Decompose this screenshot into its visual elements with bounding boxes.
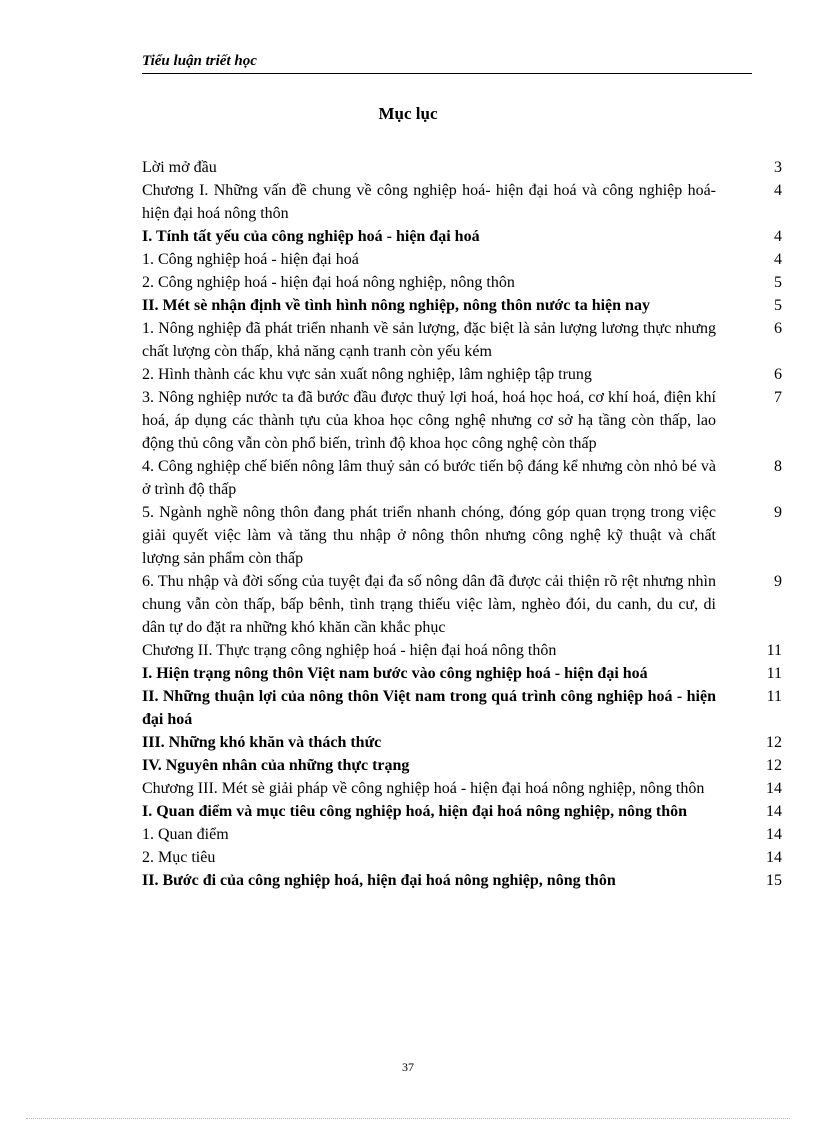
toc-entry-page: 12 (766, 757, 782, 774)
toc-entry (142, 639, 782, 662)
toc-entry-title: Chương III. Mét sè giải pháp về công nghiệp hoá - hiện đại hoá nông nghiệp, nông thôn (142, 780, 705, 797)
toc-entry-page: 5 (774, 297, 782, 314)
toc-entry (142, 294, 782, 317)
toc-entry-title: Lời mở đầu (142, 159, 217, 176)
toc-entry-title: 1. Công nghiệp hoá - hiện đại hoá (142, 251, 359, 268)
toc-entry-title: 2. Hình thành các khu vực sản xuất nông nghiệp, lâm nghiệp tập trung (142, 366, 592, 383)
toc-entry (142, 363, 782, 386)
toc-entry (142, 179, 782, 225)
toc-entry (142, 777, 782, 800)
toc-entry-title: II. Những thuận lợi của nông thôn Việt nam trong quá trình công nghiệp hoá - hiện đại hoá (142, 688, 716, 728)
table-of-contents (142, 156, 782, 892)
toc-entry (142, 731, 782, 754)
header-text: Tiểu luận triết học (142, 53, 257, 69)
toc-entry-title: Chương I. Những vấn đề chung về công nghiệp hoá- hiện đại hoá và công nghiệp hoá- hiện đại hoá nông thôn (142, 182, 716, 222)
toc-entry-page: 14 (766, 780, 782, 797)
toc-entry-page: 4 (774, 251, 782, 268)
toc-entry-page: 4 (774, 182, 782, 199)
toc-entry (142, 317, 782, 363)
toc-entry (142, 501, 782, 570)
toc-entry-title: 6. Thu nhập và đời sống của tuyệt đại đa số nông dân đã được cải thiện rõ rệt nhưng nhìn chung vẫn còn thấp, bấp bênh, tình trạng thiếu việc làm, nghèo đói, du canh, du cư, di dân tự do đặt ra những khó khăn cần khắc phục (142, 573, 716, 636)
toc-entry-page: 3 (774, 159, 782, 176)
toc-entry-page: 12 (766, 734, 782, 751)
toc-entry-title: IV. Nguyên nhân của những thực trạng (142, 757, 410, 774)
toc-entry-title: Chương II. Thực trạng công nghiệp hoá - hiện đại hoá nông thôn (142, 642, 557, 659)
toc-entry-title: II. Bước đi của công nghiệp hoá, hiện đại hoá nông nghiệp, nông thôn (142, 872, 616, 889)
toc-entry-title: 3. Nông nghiệp nước ta đã bước đầu được thuỷ lợi hoá, hoá học hoá, cơ khí hoá, điện khí hoá, áp dụng các thành tựu của khoa học công nghệ nhưng cơ sở hạ tầng còn thấp, lao động thủ công vẫn còn phổ biến, trình độ khoa học công nghệ còn thấp (142, 389, 716, 452)
toc-entry-title: 5. Ngành nghề nông thôn đang phát triển nhanh chóng, đóng góp quan trọng trong việc giải quyết việc làm và tăng thu nhập ở nông thôn nhưng công nghệ kỹ thuật và chất lượng sản phẩm còn thấp (142, 504, 716, 567)
toc-entry-page: 14 (766, 803, 782, 820)
toc-entry (142, 225, 782, 248)
toc-entry-page: 6 (774, 366, 782, 383)
toc-entry (142, 271, 782, 294)
toc-entry-page: 11 (766, 688, 782, 705)
toc-entry-title: II. Mét sè nhận định về tình hình nông nghiệp, nông thôn nước ta hiện nay (142, 297, 650, 314)
toc-entry (142, 570, 782, 639)
toc-entry-page: 5 (774, 274, 782, 291)
toc-entry-page: 7 (774, 389, 782, 406)
page-number: 37 (402, 1060, 414, 1074)
toc-entry (142, 823, 782, 846)
toc-entry-page: 15 (766, 872, 782, 889)
toc-entry (142, 156, 782, 179)
toc-entry-title: III. Những khó khăn và thách thức (142, 734, 382, 751)
toc-entry (142, 869, 782, 892)
toc-entry-page: 14 (766, 826, 782, 843)
toc-entry (142, 800, 782, 823)
toc-entry-title: I. Quan điểm và mục tiêu công nghiệp hoá, hiện đại hoá nông nghiệp, nông thôn (142, 803, 688, 820)
toc-entry-page: 6 (774, 320, 782, 337)
toc-entry-page: 11 (766, 665, 782, 682)
toc-entry (142, 685, 782, 731)
toc-entry-page: 8 (774, 458, 782, 475)
toc-entry-page: 14 (766, 849, 782, 866)
running-header (142, 52, 752, 74)
toc-entry-title: 2. Mục tiêu (142, 849, 216, 866)
toc-entry-page: 4 (774, 228, 782, 245)
toc-entry-title: I. Tính tất yếu của công nghiệp hoá - hiện đại hoá (142, 228, 480, 245)
toc-entry (142, 662, 782, 685)
toc-entry (142, 248, 782, 271)
toc-entry-title: 4. Công nghiệp chế biến nông lâm thuỷ sản có bước tiến bộ đáng kể nhưng còn nhỏ bé và ở trình độ thấp (142, 458, 716, 498)
page-edge-divider (26, 1118, 790, 1119)
toc-entry-title: 1. Quan điểm (142, 826, 229, 843)
toc-entry-title: 1. Nông nghiệp đã phát triển nhanh về sản lượng, đặc biệt là sản lượng lương thực nhưng chất lượng còn thấp, khả năng cạnh tranh còn yếu kém (142, 320, 716, 360)
toc-entry-page: 11 (766, 642, 782, 659)
toc-entry (142, 386, 782, 455)
toc-entry (142, 754, 782, 777)
toc-entry-title: I. Hiện trạng nông thôn Việt nam bước vào công nghiệp hoá - hiện đại hoá (142, 665, 648, 682)
toc-entry-title: 2. Công nghiệp hoá - hiện đại hoá nông nghiệp, nông thôn (142, 274, 515, 291)
toc-entry-page: 9 (774, 504, 782, 521)
toc-entry-page: 9 (774, 573, 782, 590)
page-title: Mục lục (378, 104, 438, 123)
toc-entry (142, 455, 782, 501)
toc-entry (142, 846, 782, 869)
